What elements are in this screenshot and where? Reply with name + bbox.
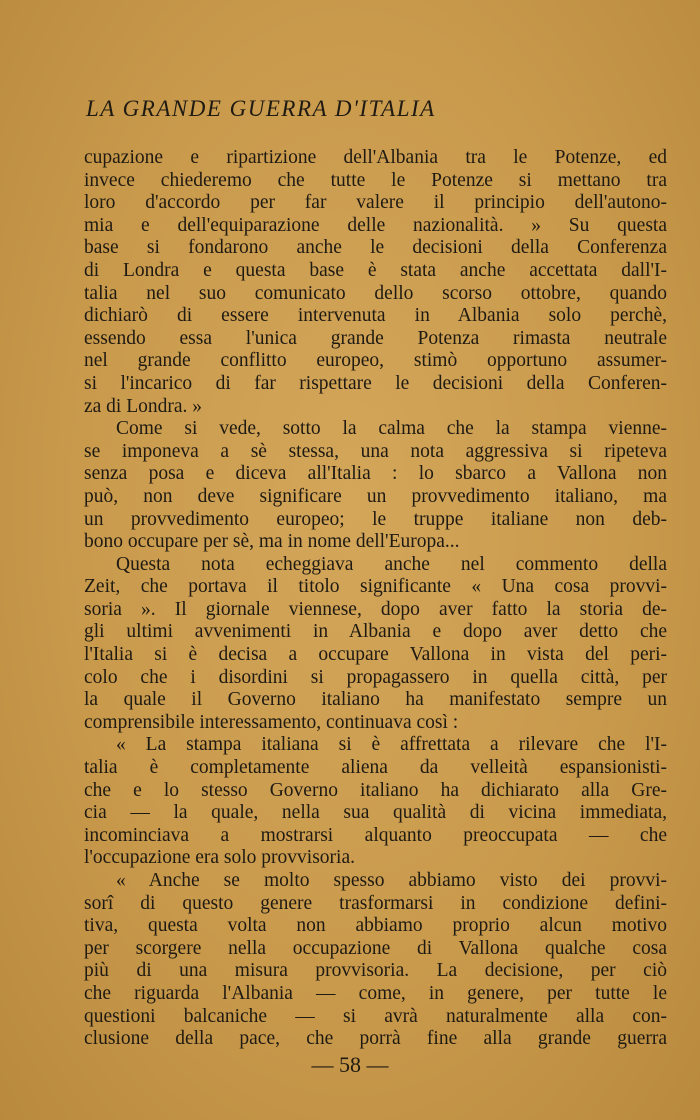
text-line: talia nel suo comunicato dello scorso ottobre, quando	[84, 282, 667, 304]
text-line: loro d'accordo per far valere il principio dell'autono-	[84, 192, 667, 214]
text-line: comprensibile interessamento, continuava così :	[84, 711, 459, 733]
text-line: essendo essa l'unica grande Potenza rimasta neutrale	[84, 327, 667, 349]
text-line: per scorgere nella occupazione di Vallona qualche cosa	[84, 937, 667, 959]
text-line: questioni balcaniche — si avrà naturalmente alla con-	[84, 1005, 667, 1027]
text-line: invece chiederemo che tutte le Potenze si mettano tra	[84, 169, 667, 191]
text-line: soria ». Il giornale viennese, dopo aver fatto la storia de-	[84, 598, 667, 620]
text-line: senza posa e diceva all'Italia : lo sbarco a Vallona non	[84, 463, 667, 485]
text-line: za di Londra. »	[84, 395, 203, 417]
text-line: sorî di questo genere trasformarsi in condizione defini-	[84, 892, 667, 914]
text-line: « La stampa italiana si è affrettata a rilevare che l'I-	[116, 734, 667, 756]
running-head: LA GRANDE GUERRA D'ITALIA	[86, 96, 436, 121]
page-number: — 58 —	[311, 1052, 389, 1077]
text-line: nel grande conflitto europeo, stimò opportuno assumer-	[84, 350, 667, 372]
text-line: base si fondarono anche le decisioni della Conferenza	[84, 237, 667, 259]
text-line: clusione della pace, che porrà fine alla grande guerra	[84, 1028, 667, 1050]
text-line: che riguarda l'Albania — come, in genere, per tutte le	[84, 982, 667, 1004]
text-line: colo che i disordini si propagassero in quella città, per	[84, 666, 667, 688]
text-line: la quale il Governo italiano ha manifestato sempre un	[84, 689, 667, 711]
body-text	[84, 147, 667, 1051]
text-line: bono occupare per sè, ma in nome dell'Europa...	[84, 531, 460, 553]
text-line: talia è completamente aliena da velleità espansionisti-	[84, 757, 667, 779]
text-line: tiva, questa volta non abbiamo proprio alcun motivo	[84, 915, 667, 937]
text-line: l'Italia si è decisa a occupare Vallona in vista del peri-	[84, 644, 667, 666]
text-line: di Londra e questa base è stata anche accettata dall'I-	[84, 259, 667, 281]
text-line: un provvedimento europeo; le truppe italiane non deb-	[84, 508, 667, 530]
text-line: incominciava a mostrarsi alquanto preoccupata — che	[84, 824, 667, 846]
text-line: « Anche se molto spesso abbiamo visto dei provvi-	[116, 870, 667, 891]
text-line: può, non deve significare un provvedimento italiano, ma	[84, 485, 667, 507]
text-line: l'occupazione era solo provvisoria.	[84, 847, 356, 869]
text-line: più di una misura provvisoria. La decisione, per ciò	[84, 960, 667, 982]
text-line: se imponeva a sè stessa, una nota aggressiva si ripeteva	[84, 440, 667, 462]
text-line: cia — la quale, nella sua qualità di vicina immediata,	[84, 802, 667, 824]
text-line: si l'incarico di far rispettare le decisioni della Conferen-	[84, 372, 667, 394]
text-line: cupazione e ripartizione dell'Albania tra le Potenze, ed	[84, 147, 667, 168]
text-line: Zeit, che portava il titolo significante « Una cosa provvi-	[84, 576, 667, 598]
text-line: dichiarò di essere intervenuta in Albania solo perchè,	[84, 305, 667, 327]
text-line: mia e dell'equiparazione delle nazionalità. » Su questa	[84, 214, 667, 236]
text-line: che e lo stesso Governo italiano ha dichiarato alla Gre-	[84, 779, 667, 801]
text-line: Come si vede, sotto la calma che la stampa vienne-	[116, 418, 667, 440]
text-line: Questa nota echeggiava anche nel commento della	[116, 553, 667, 575]
text-line: gli ultimi avvenimenti in Albania e dopo aver detto che	[84, 621, 667, 643]
